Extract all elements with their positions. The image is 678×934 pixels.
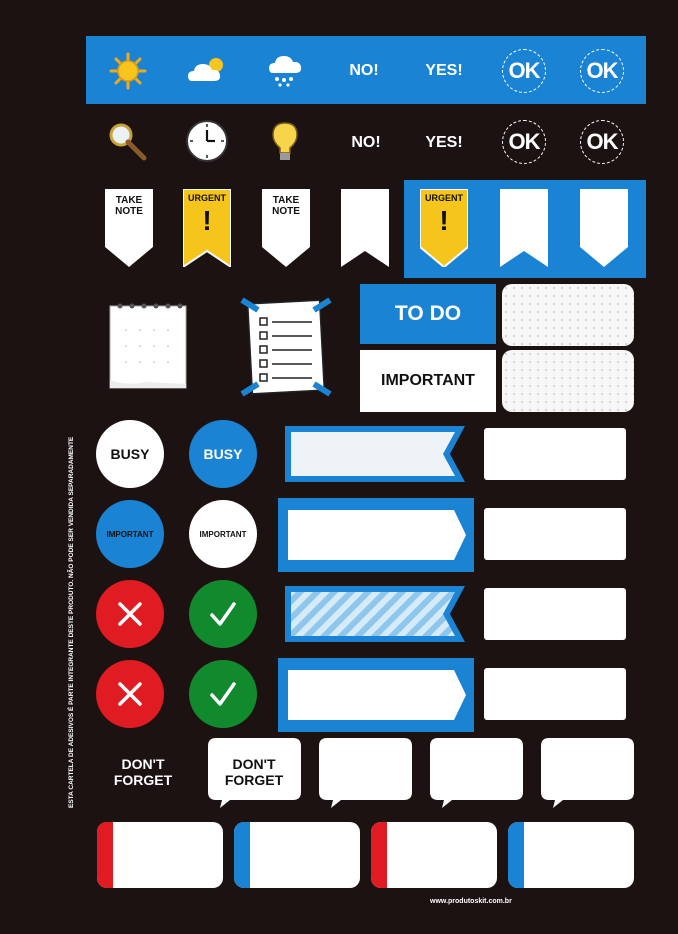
ok-label: OK — [586, 129, 618, 154]
blank-label — [484, 508, 626, 560]
checklist-sticker — [240, 292, 332, 402]
bookmark-blank — [500, 189, 548, 269]
busy-circle — [96, 420, 164, 488]
bookmark-label: URGENT — [425, 193, 463, 203]
dont-forget-text — [97, 740, 189, 806]
no-sticker: NO! — [351, 134, 381, 151]
bookmark-blank — [341, 189, 389, 269]
busy-text: BUSY — [203, 446, 243, 462]
todo-label — [360, 284, 496, 344]
important-label — [360, 350, 496, 412]
red-edge-label — [97, 822, 223, 888]
arrow-tag — [278, 658, 474, 732]
ok-sticker — [580, 49, 624, 93]
rain-cloud-icon — [266, 52, 306, 88]
busy-text: BUSY — [110, 446, 150, 462]
clock-icon — [184, 118, 230, 164]
no-sticker: NO! — [349, 62, 379, 79]
speech-bubble — [208, 738, 301, 808]
blank-label — [484, 588, 626, 640]
bookmark-urgent — [183, 189, 231, 269]
check-icon — [189, 580, 257, 648]
bookmark-label: TAKE NOTE — [115, 195, 143, 217]
red-edge-label — [371, 822, 497, 888]
grid-note — [502, 284, 634, 346]
magnifier-icon — [106, 120, 150, 164]
ok-sticker — [502, 120, 546, 164]
todo-word-to: TO — [394, 302, 424, 325]
dont-forget-label: DON'T FORGET — [224, 756, 284, 788]
sun-icon — [108, 52, 148, 90]
bookmark-label: TAKE NOTE — [272, 195, 300, 217]
arrow-tag — [278, 498, 474, 572]
side-disclaimer: ESTA CARTELA DE ADESIVOS É PARTE INTEGRANTE DESTE PRODUTO. NÃO PODE SER VENDIDA SEPARADAMENTE — [68, 436, 75, 808]
grid-note — [502, 350, 634, 412]
ok-label: OK — [586, 58, 618, 83]
flag-tag-grid — [285, 426, 469, 482]
important-text: IMPORTANT — [381, 372, 475, 389]
ok-label: OK — [508, 129, 540, 154]
footer-url: www.produtoskit.com.br — [430, 898, 512, 905]
cloud-sun-icon — [186, 52, 228, 88]
ok-sticker — [502, 49, 546, 93]
important-text: IMPORTANT — [199, 529, 247, 539]
busy-circle — [189, 420, 257, 488]
yes-sticker: YES! — [425, 62, 463, 79]
notepad-sticker — [106, 300, 192, 396]
important-circle — [96, 500, 164, 568]
important-circle — [189, 500, 257, 568]
bookmark-blank — [580, 189, 628, 269]
important-text: IMPORTANT — [106, 529, 154, 539]
bookmark-label: URGENT — [188, 193, 226, 203]
x-icon — [96, 660, 164, 728]
yes-sticker: YES! — [425, 134, 463, 151]
bookmark-urgent — [420, 189, 468, 269]
dont-forget-label: DON'T FORGET — [113, 756, 173, 788]
lightbulb-icon — [268, 120, 302, 164]
speech-bubble — [541, 738, 634, 808]
blank-label — [484, 428, 626, 480]
blank-label — [484, 668, 626, 720]
todo-word-do: DO — [429, 302, 462, 325]
ok-sticker — [580, 120, 624, 164]
speech-bubble — [319, 738, 412, 808]
x-icon — [96, 580, 164, 648]
blue-edge-label — [234, 822, 360, 888]
check-icon — [189, 660, 257, 728]
exclamation-mark: ! — [439, 205, 449, 236]
ok-label: OK — [508, 58, 540, 83]
exclamation-mark: ! — [202, 205, 212, 236]
speech-bubble — [430, 738, 523, 808]
bookmark-take-note — [105, 189, 153, 269]
blue-edge-label — [508, 822, 634, 888]
flag-tag-striped — [285, 586, 469, 642]
bookmark-take-note — [262, 189, 310, 269]
